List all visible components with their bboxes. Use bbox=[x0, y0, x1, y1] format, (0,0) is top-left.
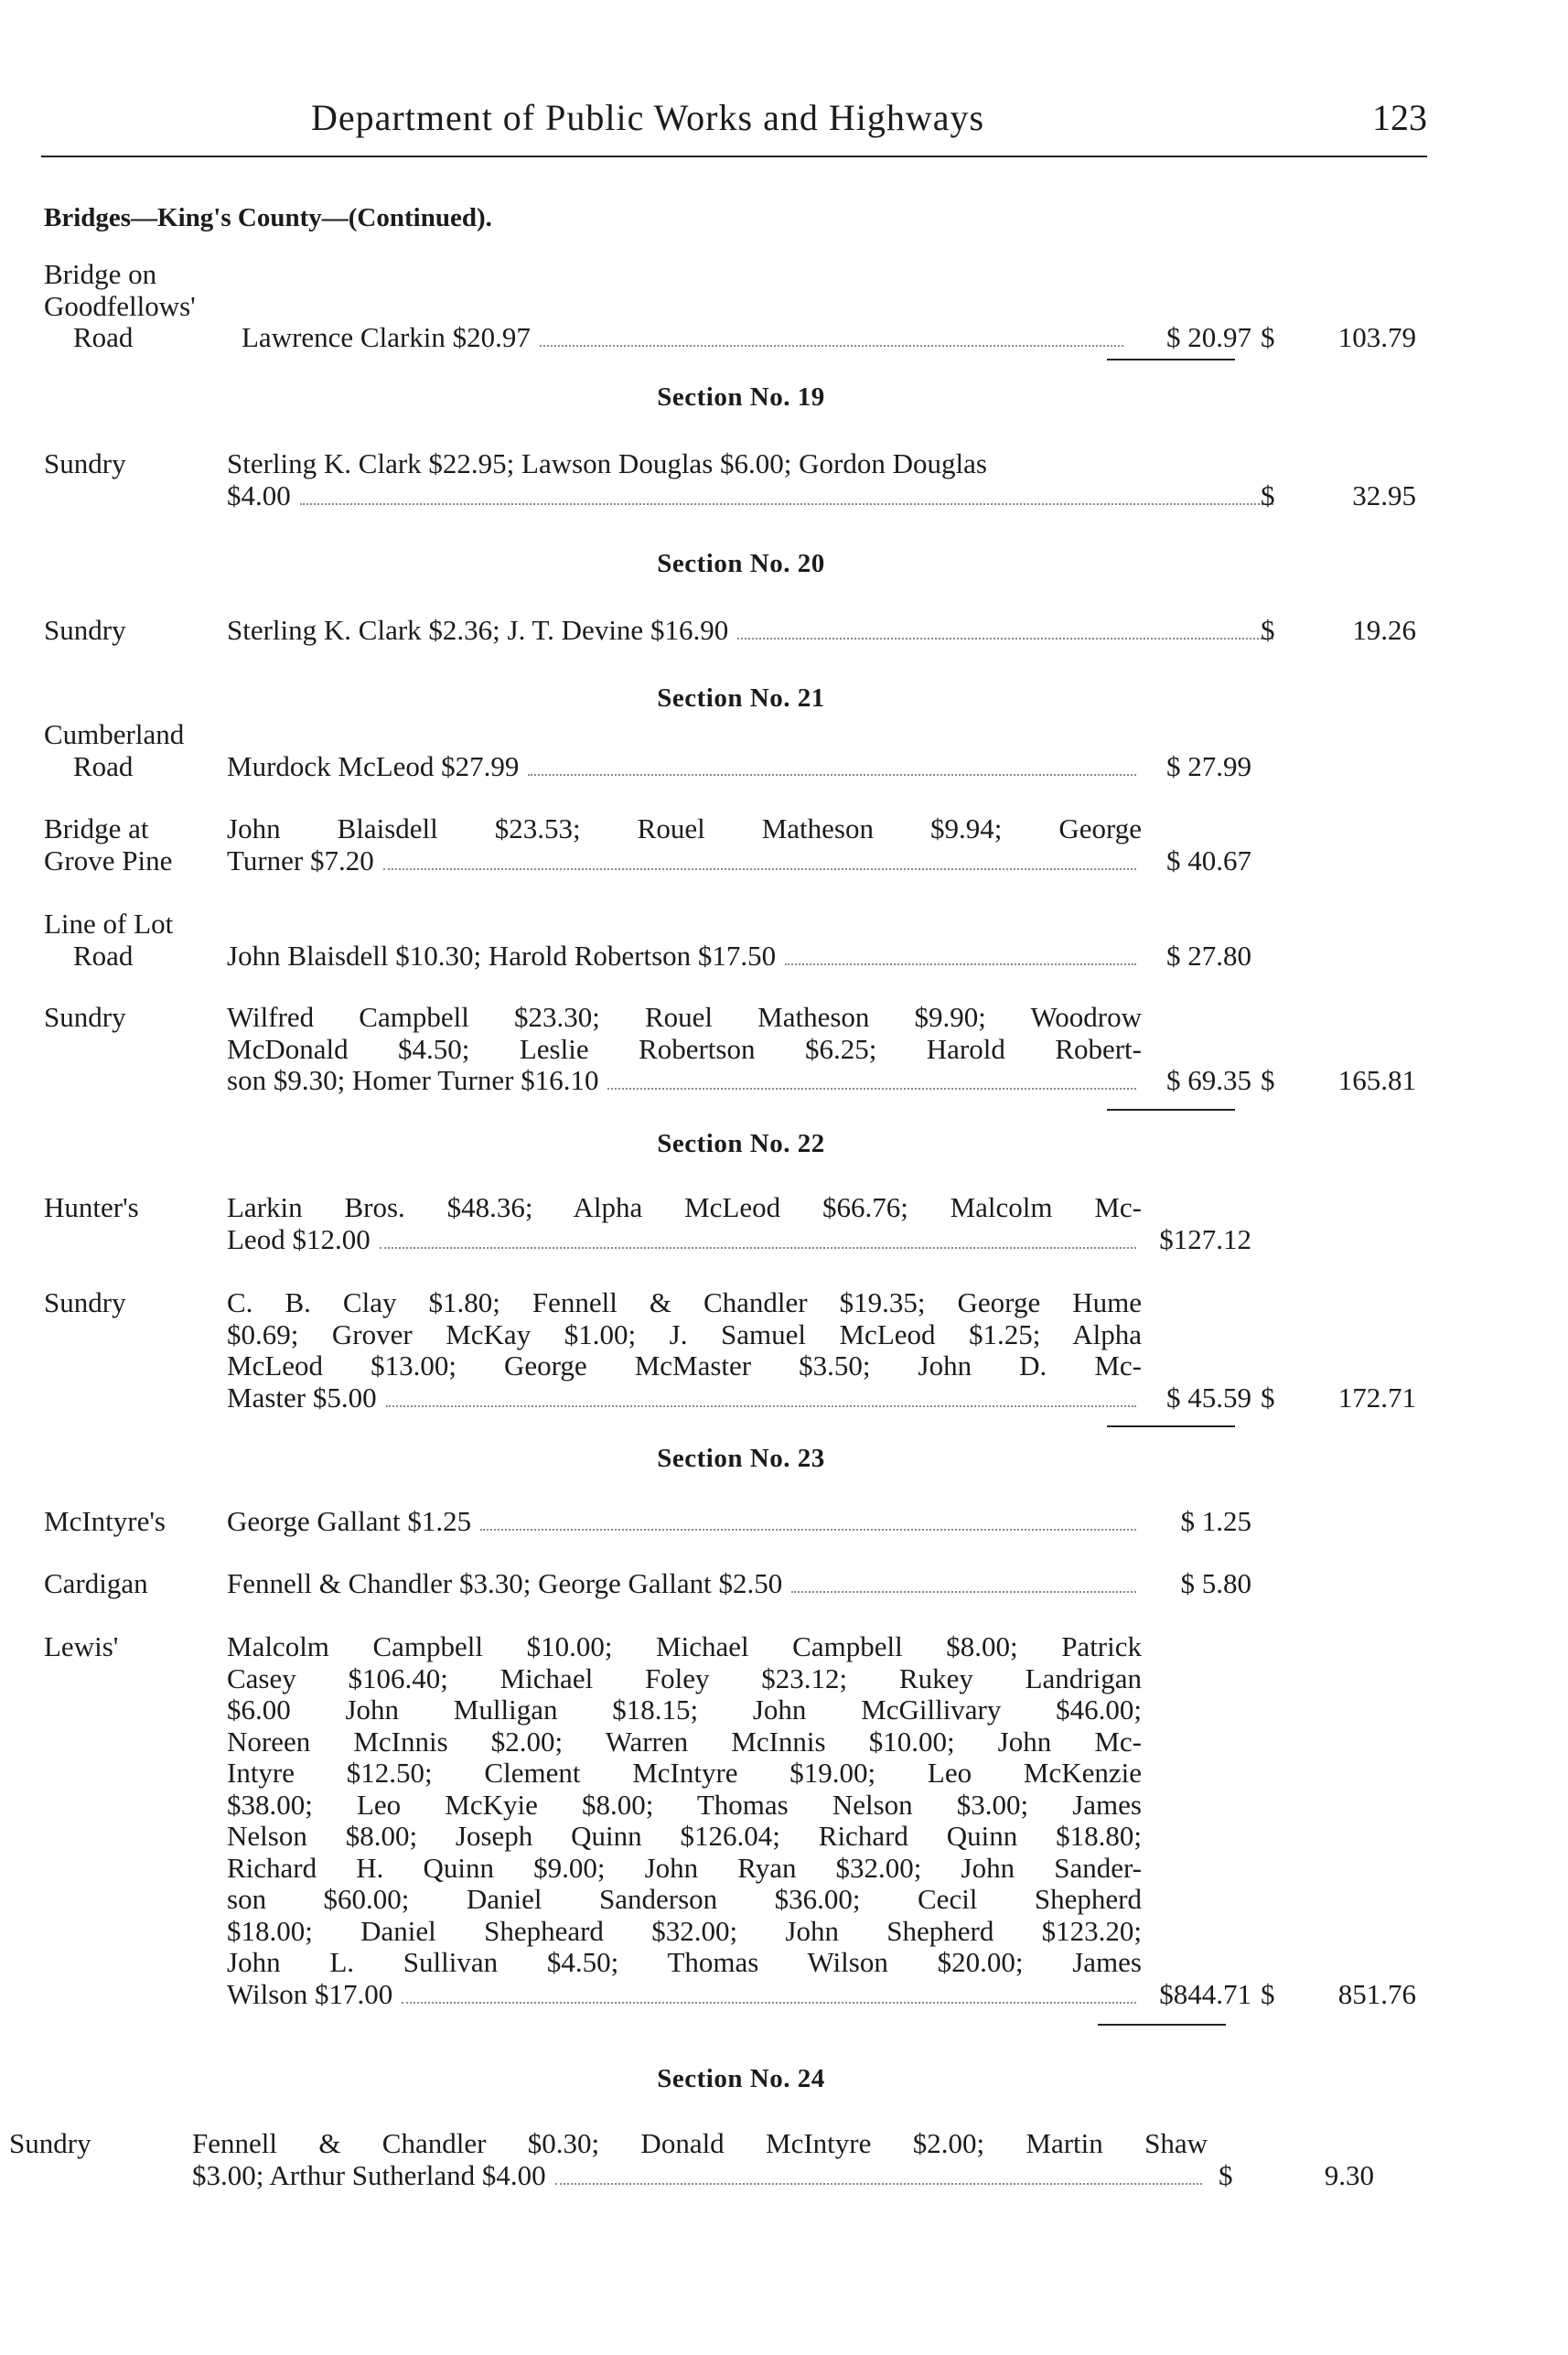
entry-description: Lawrence Clarkin $20.97 bbox=[242, 322, 1129, 354]
entry-label: Sundry bbox=[44, 1001, 126, 1033]
entry-amount: $ 20.97 bbox=[1166, 321, 1251, 353]
subtotal-rule bbox=[1107, 359, 1235, 360]
entry-label: Cardigan bbox=[44, 1567, 148, 1599]
entry-total: $ 172.71 bbox=[1261, 1381, 1416, 1414]
section-title-24: Section No. 24 bbox=[657, 2064, 825, 2093]
entry-description: Murdock McLeod $27.99 bbox=[227, 751, 1142, 783]
entry-total: $ 9.30 bbox=[1219, 2158, 1374, 2191]
page-number: 123 bbox=[1372, 97, 1427, 138]
dot-leader bbox=[791, 1591, 1136, 1593]
entry-label: Sundry bbox=[9, 2127, 91, 2159]
entry-description: John Blaisdell $10.30; Harold Robertson $17.50 bbox=[227, 941, 1142, 973]
entry-description: Fennell & Chandler $0.30; Donald McIntyre $2.00; Martin Shaw $3.00; Arthur Sutherland $4.00 bbox=[192, 2127, 1208, 2191]
entry-label: McIntyre's bbox=[44, 1505, 166, 1537]
page-header bbox=[37, 87, 1427, 151]
section-title-20: Section No. 20 bbox=[657, 549, 825, 578]
entry-label: Sundry bbox=[44, 1286, 126, 1318]
entry-description: George Gallant $1.25 bbox=[227, 1506, 1142, 1538]
entry-description: Larkin Bros. $48.36; Alpha McLeod $66.76; Malcolm Mc- Leod $12.00 bbox=[227, 1191, 1142, 1255]
dot-leader bbox=[380, 1247, 1136, 1249]
section-title-23: Section No. 23 bbox=[657, 1444, 825, 1473]
entry-label: Cumberland Road bbox=[44, 718, 185, 782]
entry-amount: $ 27.99 bbox=[1166, 749, 1251, 782]
entry-total: $ 32.95 bbox=[1261, 479, 1416, 511]
entry-total: $ 851.76 bbox=[1261, 1977, 1416, 2010]
dot-leader bbox=[386, 1405, 1136, 1407]
entry-label: Bridge at Grove Pine bbox=[44, 812, 173, 876]
section-heading: Bridges—King's County—(Continued). bbox=[44, 203, 492, 232]
section-title-22: Section No. 22 bbox=[657, 1129, 825, 1158]
page-title: Department of Public Works and Highways bbox=[311, 97, 985, 138]
entry-description: Wilfred Campbell $23.30; Rouel Matheson $9.90; Woodrow McDonald $4.50; Leslie Robertson $6.25; Harold Robert- son $9.30; Homer Turner $16.10 bbox=[227, 1001, 1142, 1096]
entry-amount: $ 40.67 bbox=[1166, 844, 1251, 876]
entry-description: Fennell & Chandler $3.30; George Gallant $2.50 bbox=[227, 1568, 1142, 1600]
entry-amount: $ 69.35 bbox=[1166, 1064, 1251, 1096]
entry-amount: $844.71 bbox=[1159, 1977, 1251, 2010]
subtotal-rule bbox=[1107, 1425, 1235, 1427]
entry-total: $ 165.81 bbox=[1261, 1064, 1416, 1096]
entry-amount: $ 1.25 bbox=[1180, 1505, 1251, 1537]
entry-label: Sundry bbox=[44, 614, 126, 646]
entry-amount: $ 5.80 bbox=[1180, 1567, 1251, 1599]
dot-leader bbox=[300, 503, 1273, 505]
section-title-21: Section No. 21 bbox=[657, 683, 825, 713]
entry-description: John Blaisdell $23.53; Rouel Matheson $9.94; George Turner $7.20 bbox=[227, 812, 1142, 876]
entry-amount: $ 27.80 bbox=[1166, 939, 1251, 972]
entry-description: Malcolm Campbell $10.00; Michael Campbell $8.00; Patrick Casey $106.40; Michael Foley $23.12; Rukey Landrigan $6.00 John Mulligan $18.15; John McGillivary $46.00; Noreen McInnis $2.00; Warren McInnis $10.00; John Mc- Intyre $12.50; Clement McIntyre $19.00; Leo McKenzie $38.00; Leo McKyie $8.00; Thomas Nelson $3.00; James Nelson $8.00; Joseph Quinn $126.04; Richard Quinn $18.80; Richard H. Quinn $9.00; John Ryan $32.00; John Sander- son $60.00; Daniel Sanderson $36.00; Cecil Shepherd $18.00; Daniel Shepheard $32.00; John Shepherd $123.20; John L. Sullivan $4.50; Thomas Wilson $20.00; James Wilson $17.00 bbox=[227, 1630, 1142, 2010]
subtotal-rule bbox=[1107, 1109, 1235, 1111]
entry-description: Sterling K. Clark $2.36; J. T. Devine $16.90 bbox=[227, 615, 1279, 647]
dot-leader bbox=[785, 963, 1136, 965]
entry-total: $ 19.26 bbox=[1261, 614, 1416, 646]
dot-leader bbox=[528, 774, 1136, 776]
section-title-19: Section No. 19 bbox=[657, 382, 825, 412]
header-rule bbox=[41, 156, 1427, 157]
entry-label: Bridge on Goodfellows' Road bbox=[44, 258, 196, 353]
dot-leader bbox=[607, 1088, 1136, 1090]
dot-leader bbox=[555, 2183, 1202, 2185]
dot-leader bbox=[540, 345, 1123, 347]
entry-label: Line of Lot Road bbox=[44, 908, 174, 972]
dot-leader bbox=[383, 868, 1136, 870]
entry-amount: $127.12 bbox=[1159, 1222, 1251, 1255]
dot-leader bbox=[480, 1529, 1136, 1531]
entry-description: C. B. Clay $1.80; Fennell & Chandler $19.35; George Hume $0.69; Grover McKay $1.00; J. Samuel McLeod $1.25; Alpha McLeod $13.00; George McMaster $3.50; John D. Mc- Master $5.00 bbox=[227, 1286, 1142, 1414]
subtotal-rule bbox=[1098, 2024, 1226, 2026]
entry-label: Hunter's bbox=[44, 1191, 139, 1223]
entry-total: $ 103.79 bbox=[1261, 321, 1416, 353]
entry-label: Lewis' bbox=[44, 1630, 119, 1662]
entry-amount: $ 45.59 bbox=[1166, 1381, 1251, 1414]
entry-description: Sterling K. Clark $22.95; Lawson Douglas $6.00; Gordon Douglas $4.00 bbox=[227, 448, 1279, 512]
entry-label: Sundry bbox=[44, 447, 126, 479]
dot-leader bbox=[737, 638, 1273, 640]
dot-leader bbox=[402, 2002, 1136, 2004]
